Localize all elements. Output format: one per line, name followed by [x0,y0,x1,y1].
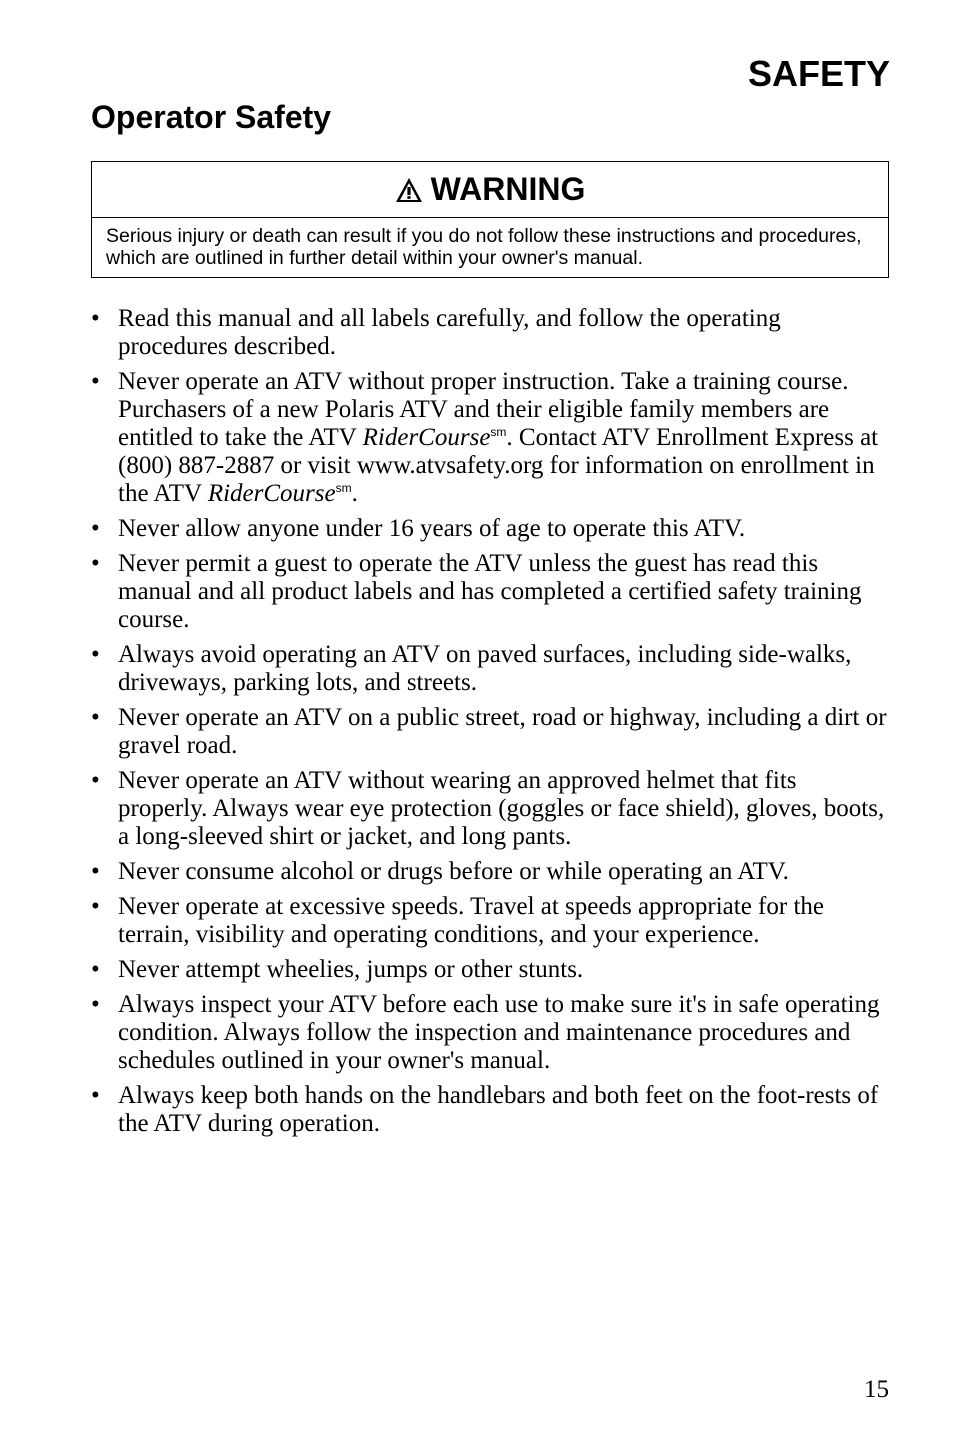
list-item-text: Never operate an ATV without proper instruction. Take a training course. Purchasers of a new Polaris ATV and their eligible family members are entitled to take the ATV [118,368,849,451]
page-heading: Operator Safety [91,99,332,135]
warning-box [91,161,889,278]
ridercourse-italic: RiderCourse [362,424,491,451]
list-item [91,991,891,1075]
list-item-text: Always avoid operating an ATV on paved surfaces, including side-walks, driveways, parking lots, and streets. [118,641,852,696]
list-item [91,956,891,984]
ridercourse-italic: RiderCourse [207,480,336,507]
list-item [91,368,891,508]
bullet-glyph: • [91,368,100,395]
list-item-text: Never operate an ATV without wearing an approved helmet that fits properly. Always wear eye protection (goggles or face shield), gloves, boots, a long-sleeved shirt or jacket, and long pants. [118,767,885,850]
list-item [91,893,891,949]
warning-triangle-icon [395,177,423,203]
list-item-text: Never operate an ATV on a public street, road or highway, including a dirt or gravel road. [118,704,887,759]
list-item-text: Always inspect your ATV before each use to make sure it's in safe operating condition. Always follow the inspection and maintenance procedures and schedules outlined in your owner's manual. [118,991,880,1074]
bullet-glyph: • [91,956,100,983]
warning-header [92,162,888,218]
warning-label: WARNING [430,171,586,207]
list-item [91,767,891,851]
list-item [91,1082,891,1138]
bullet-glyph: • [91,991,100,1018]
list-item-text: Never operate at excessive speeds. Travel at speeds appropriate for the terrain, visibility and operating conditions, and your experience. [118,893,824,948]
bullet-glyph: • [91,305,100,332]
bullet-glyph: • [91,1082,100,1109]
bullet-glyph: • [91,767,100,794]
list-item-text: . [351,480,358,507]
bullet-glyph: • [91,858,100,885]
service-mark: sm [490,425,507,439]
list-item [91,550,891,634]
list-item-text: Read this manual and all labels carefully, and follow the operating procedures described. [118,305,781,360]
list-item-text: Never attempt wheelies, jumps or other stunts. [118,956,584,983]
list-item-text: Never consume alcohol or drugs before or while operating an ATV. [118,858,789,885]
list-item [91,858,891,886]
service-mark: sm [335,481,352,495]
bullet-glyph: • [91,704,100,731]
safety-bullet-list [91,305,891,1145]
bullet-glyph: • [91,893,100,920]
bullet-glyph: • [91,515,100,542]
list-item-text: Never permit a guest to operate the ATV unless the guest has read this manual and all product labels and has completed a certified safety training course. [118,550,862,633]
section-title: SAFETY [747,53,890,94]
list-item [91,641,891,697]
list-item-text: . Contact ATV Enrollment Express at (800) 887-2887 or visit www.atvsafety.org for information on enrollment in the ATV [118,424,879,507]
list-item-text: Never allow anyone under 16 years of age to operate this ATV. [118,515,746,542]
list-item [91,305,891,361]
page-number: 15 [864,1376,889,1403]
list-item [91,704,891,760]
warning-text: Serious injury or death can result if you do not follow these instructions and procedures, which are outlined in further detail within your owner's manual. [106,225,862,269]
list-item-text: Always keep both hands on the handlebars and both feet on the foot-rests of the ATV during operation. [118,1082,879,1137]
bullet-glyph: • [91,641,100,668]
list-item [91,515,891,543]
bullet-glyph: • [91,550,100,577]
